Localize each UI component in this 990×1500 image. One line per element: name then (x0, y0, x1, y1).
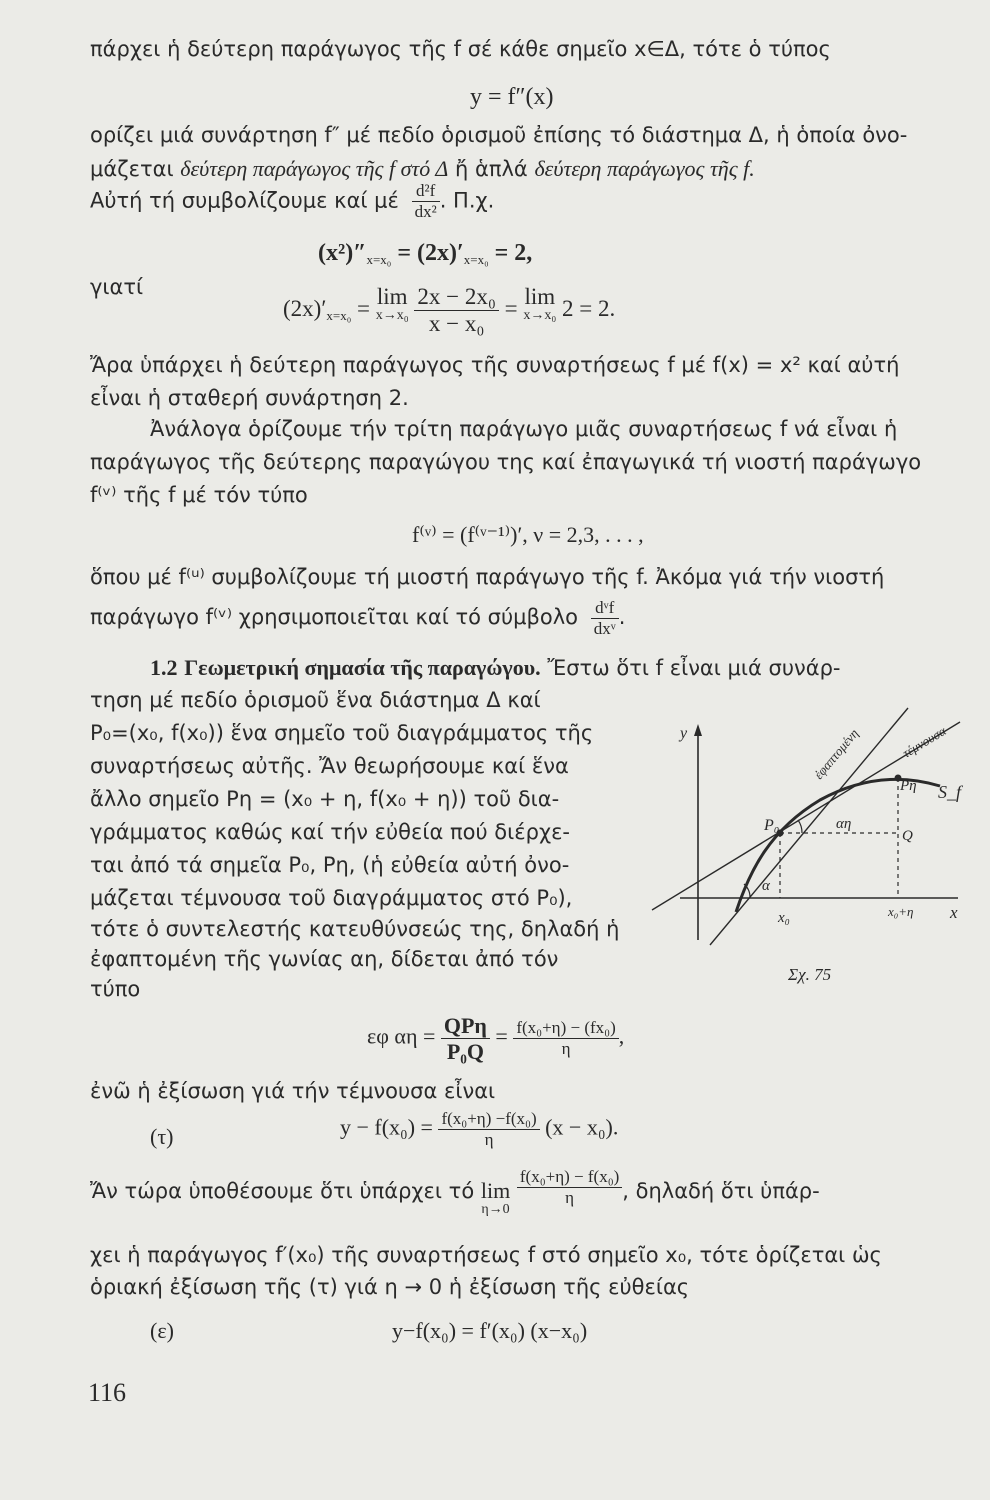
text-span: . (618, 605, 626, 629)
italic-term: δεύτερη παράγωγος τῆς f. (534, 156, 755, 181)
lim-word: lim (524, 284, 556, 309)
text-span: Αὐτή τή συμβολίζουμε καί μέ (90, 188, 399, 213)
section-number: 1.2 (150, 655, 178, 680)
eq-part: (x²)″ (318, 240, 367, 266)
lim-under: x→x₀ (523, 308, 557, 323)
text-line: γράμματος καθώς καί τήν εὐθεία πού διέρχε- (90, 820, 571, 844)
text-line: γιατί (90, 275, 144, 299)
lim-word: lim (480, 1178, 511, 1203)
text-line (90, 592, 625, 637)
text-span: Ἄν τώρα ὑποθέσουμε ὅτι ὑπάρχει τό (90, 1179, 475, 1203)
tangent-line (710, 708, 908, 945)
equation-tag-e: (ε) (150, 1318, 174, 1343)
italic-term: δεύτερη παράγωγος τῆς f στό Δ (180, 156, 449, 181)
label-Ph: Pη (900, 778, 917, 794)
text-line: εἶναι ἡ σταθερή συνάρτηση 2. (90, 386, 409, 410)
fraction-den: η (561, 1039, 571, 1059)
equation-second-derivative: y = f″(x) (470, 84, 554, 110)
fraction-num: QPη (441, 1014, 490, 1039)
figure-caption: Σχ. 75 (788, 965, 832, 984)
text-span: , δηλαδή ὅτι ὑπάρ- (622, 1179, 820, 1203)
label-x0: x₀ (778, 910, 790, 926)
eq-part: (x − x₀). (539, 1114, 619, 1140)
equation-6: y−f(x₀) = f′(x₀) (x−x₀) (392, 1318, 588, 1343)
fraction (513, 1019, 618, 1058)
label-x: x (950, 903, 958, 922)
text-line: P₀=(x₀, f(x₀)) ἕνα σημεῖο τοῦ διαγράμματος τῆς (90, 721, 594, 745)
fraction-num: f(x₀+η) − f(x₀) (517, 1168, 622, 1188)
equation-3: f⁽ᵛ⁾ = (f⁽ᵛ⁻¹⁾)′, ν = 2,3, . . . , (412, 522, 644, 547)
label-x0h: x₀+η (888, 904, 914, 919)
text-span: παράγωγο f⁽ᵛ⁾ χρησιμοποιεῖται καί τό σύμβολο (90, 605, 578, 629)
text-line: μάζεται τέμνουσα τοῦ διαγράμματος στό P₀), (90, 886, 573, 910)
equation-1 (318, 240, 532, 268)
lim-under: η→0 (481, 1202, 510, 1217)
equation-5 (340, 1110, 618, 1149)
section-title: Γεωμετρική σημασία τῆς παραγώγου. (184, 655, 541, 680)
lim-word: lim (376, 284, 408, 309)
label-Sf: S_f (938, 782, 962, 802)
text-line: f⁽ᵛ⁾ τῆς f μέ τόν τύπο (90, 483, 308, 507)
eq-part: y − f(x₀) = (340, 1114, 439, 1140)
eq-part: = (351, 295, 376, 321)
text-span: . Π.χ. (439, 188, 495, 213)
text-line: τύπο (90, 977, 141, 1001)
text-line: ὁριακή ἐξίσωση τῆς (τ) γιά η → 0 ἡ ἐξίσωση τῆς εὐθείας (90, 1275, 690, 1299)
eq-part: = (498, 295, 524, 321)
fraction-den: dx² (414, 201, 437, 221)
eq-part: εφ αη = (367, 1023, 441, 1049)
label-P0: P₀ (764, 817, 780, 834)
text-line: παράγωγος τῆς δεύτερης παραγώγου της καί ἐπαγωγικά τή νιοστή παράγωγο (90, 450, 922, 474)
angle-arc-ah (798, 820, 802, 833)
fraction-den: η (484, 1129, 494, 1149)
page-number: 116 (88, 1378, 127, 1407)
equation-4 (367, 1014, 624, 1063)
fraction-num: f(x₀+η) −f(x₀) (438, 1110, 539, 1130)
eq-part: , (618, 1023, 625, 1049)
text-line: χει ἡ παράγωγος f′(x₀) τῆς συναρτήσεως f στό σημεῖο x₀, τότε ὁρίζεται ὡς (90, 1243, 882, 1267)
eq-part: = (2x)′ (391, 240, 464, 266)
label-ah: αη (836, 816, 852, 832)
fraction (438, 1110, 539, 1149)
text-line: Ἀνάλογα ὁρίζουμε τήν τρίτη παράγωγο μιᾶς συναρτήσεως f νά εἶναι ἡ (150, 417, 898, 441)
text-line: ται ἀπό τά σημεῖα P₀, Pη, (ἡ εὐθεία αὐτή ὀνο- (90, 853, 570, 877)
text-span: ἤ ἁπλά (455, 157, 528, 181)
eq-part: = 2, (488, 240, 533, 266)
eq-part: (2x)′ (283, 295, 327, 321)
text-line: ορίζει μιά συνάρτηση f″ μέ πεδίο ὁρισμοῦ ἐπίσης τό διάστημα Δ, ἡ ὁποία ὀνο- (90, 123, 908, 147)
fraction (517, 1168, 622, 1207)
fraction-d2f-dx2 (412, 182, 440, 221)
text-line: ἐφαπτομένη τῆς γωνίας αη, δίδεται ἀπό τόν (90, 947, 559, 971)
equation-2 (283, 285, 615, 336)
text-line: ἄλλο σημεῖο Pη = (x₀ + η, f(x₀ + η)) τοῦ δια- (90, 787, 560, 811)
text-line: ὅπου μέ f⁽ᵘ⁾ συμβολίζουμε τή μιοστή παράγωγο τῆς f. Ἀκόμα γιά τήν νιοστή (90, 565, 885, 589)
fraction-den: x − x₀ (428, 311, 485, 337)
eq-sub: x=x₀ (366, 252, 392, 267)
limit (376, 285, 409, 325)
text-line (90, 182, 494, 221)
text-line: τότε ὁ συντελεστής κατευθύνσεώς της, δηλαδή ἡ (90, 917, 620, 941)
eq-part: = (489, 1023, 514, 1049)
label-y: y (680, 725, 688, 742)
fraction-den: η (565, 1187, 575, 1207)
fraction-num: f(x₀+η) − (fx₀) (513, 1019, 618, 1039)
text-line: πάρχει ἡ δεύτερη παράγωγος τῆς f σέ κάθε σημεῖο x∈Δ, τότε ὁ τύπος (90, 37, 831, 61)
label-a: α (762, 878, 770, 894)
eq-part: 2 = 2. (556, 295, 616, 321)
fraction-dnf-dxn (591, 599, 619, 638)
fraction-den: P₀Q (446, 1039, 484, 1065)
limit (523, 285, 556, 325)
text-line (90, 157, 755, 181)
fraction-num: dᵛf (591, 599, 619, 619)
text-line: τηση μέ πεδίο ὁρισμοῦ ἕνα διάστημα Δ καί (90, 688, 541, 712)
label-Q: Q (902, 828, 913, 844)
text-line (90, 1168, 820, 1219)
label-secant: τέμνουσα (899, 723, 949, 761)
text-line: ἐνῶ ἡ ἐξίσωση γιά τήν τέμνουσα εἶναι (90, 1079, 496, 1103)
text-span: μάζεται (90, 157, 174, 181)
section-heading (150, 656, 841, 680)
text-span: Ἔστω ὅτι f εἶναι μιά συνάρ- (547, 656, 841, 680)
eq-sub: x=x₀ (326, 307, 352, 323)
fraction-num: 2x − 2x₀ (414, 285, 499, 311)
figure-tangent-secant (640, 700, 970, 990)
lim-under: x→x₀ (375, 308, 409, 323)
text-line: Ἄρα ὑπάρχει ἡ δεύτερη παράγωγος τῆς συναρτήσεως f μέ f(x) = x² καί αὐτή (90, 353, 900, 377)
equation-tag-t: (τ) (150, 1124, 174, 1149)
label-tangent: ἐφαπτομένη (810, 725, 862, 782)
fraction (441, 1014, 490, 1063)
text-line: συναρτήσεως αὐτῆς. Ἄν θεωρήσουμε καί ἕνα (90, 754, 569, 778)
fraction-num: d²f (412, 182, 440, 202)
y-arrow (694, 724, 702, 736)
fraction (414, 285, 499, 336)
limit (481, 1180, 510, 1219)
eq-sub: x=x₀ (463, 252, 489, 267)
fraction-den: dxᵛ (593, 618, 616, 638)
